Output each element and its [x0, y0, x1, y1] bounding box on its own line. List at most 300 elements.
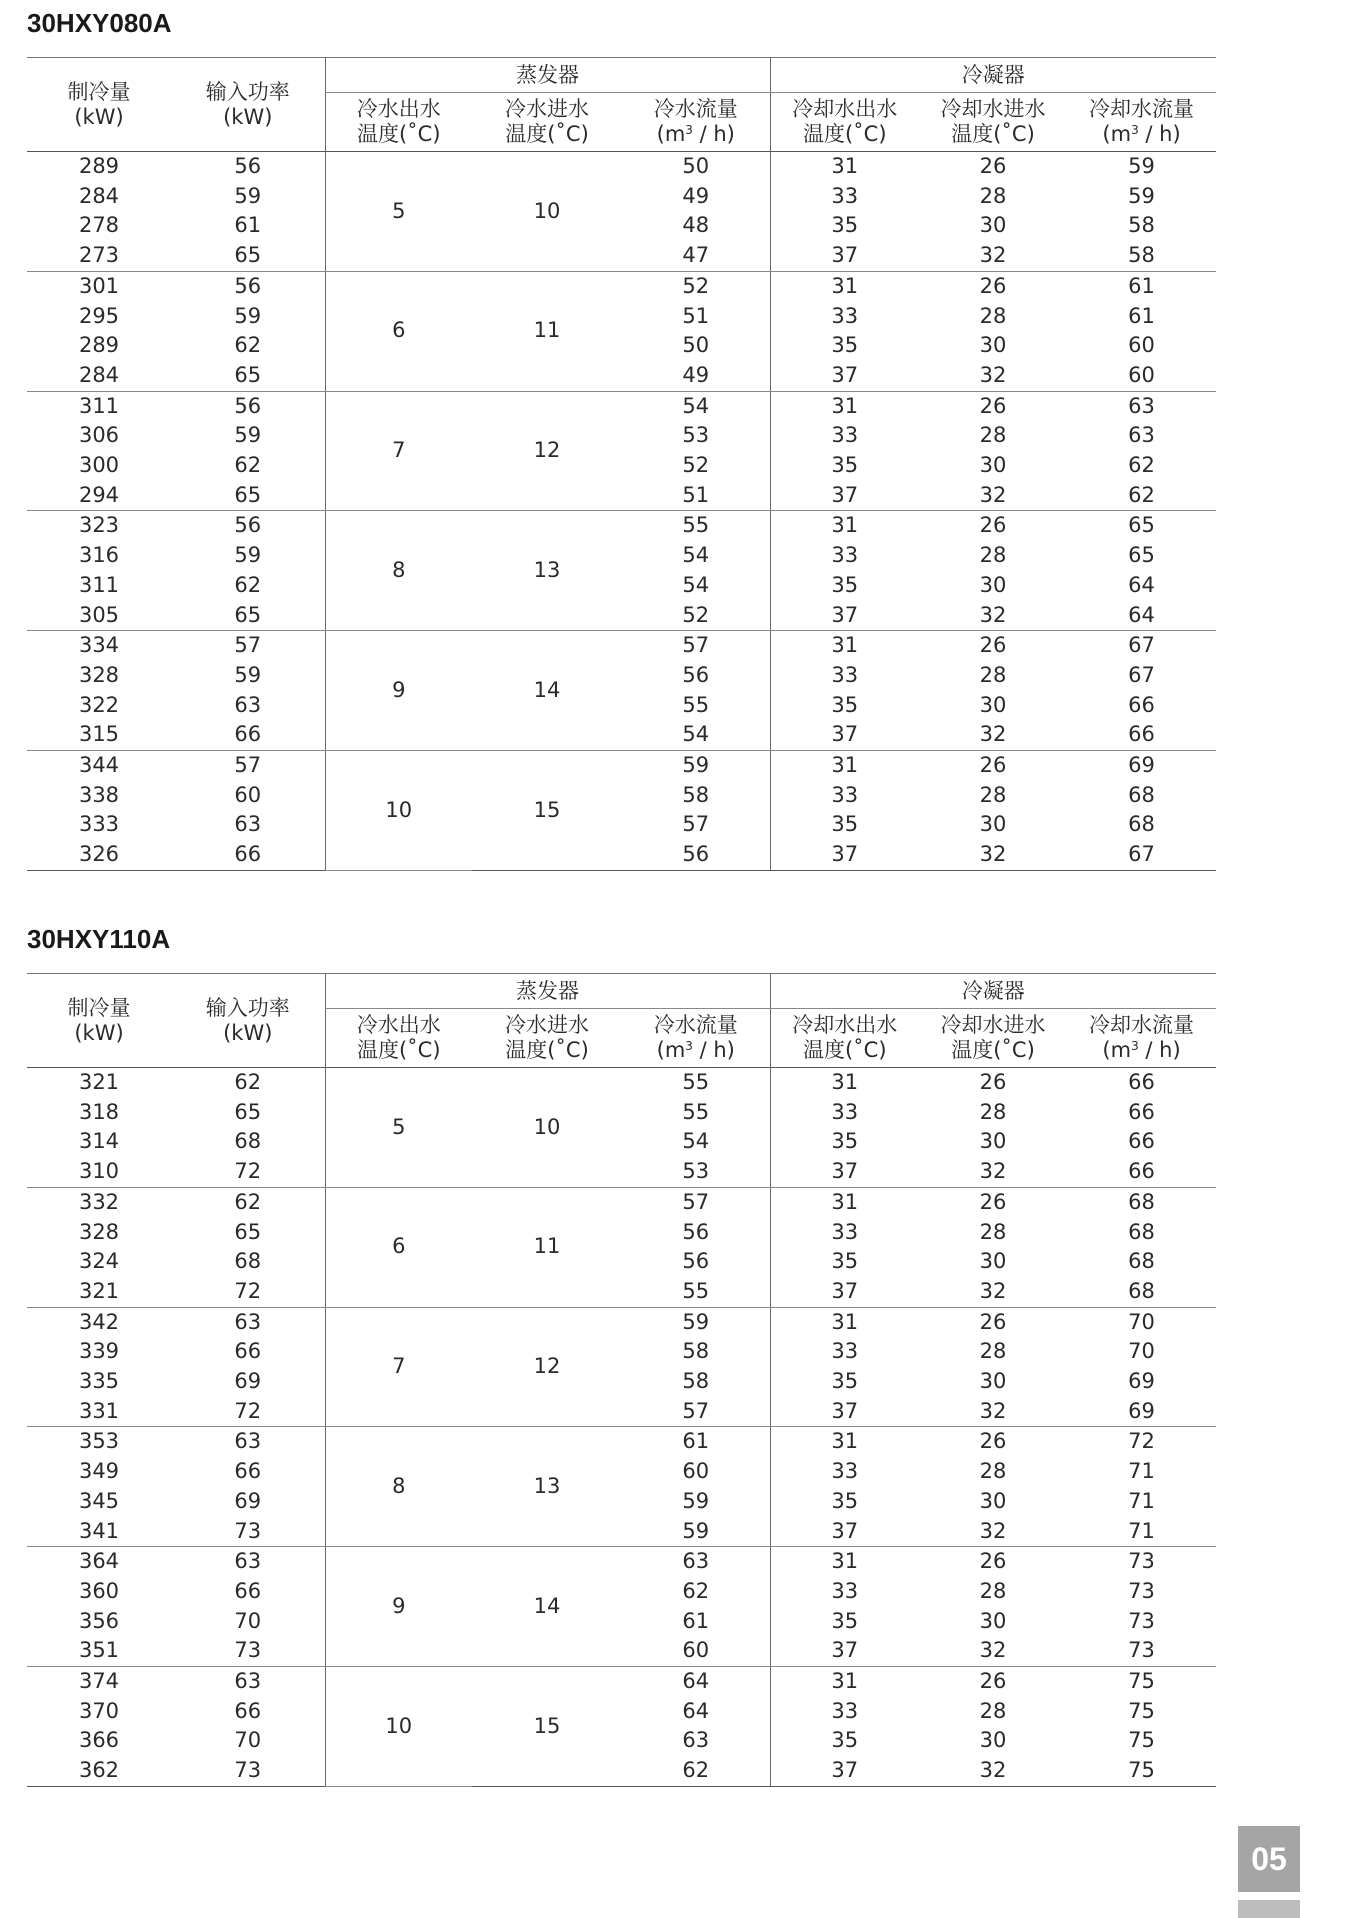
cell-chw-flow: 62: [682, 1578, 710, 1603]
cell-cw-out-temp: 33: [770, 182, 919, 212]
cell-cw-out-temp: 35: [770, 331, 919, 361]
cell-capacity: 332: [78, 1189, 120, 1214]
col-header-chw-out: [325, 1009, 472, 1068]
header-unit: 温度(˚C): [505, 1038, 589, 1062]
cell-power: 66: [234, 1578, 262, 1603]
cell-cw-out-temp: 33: [770, 1577, 919, 1607]
cell-cw-out-temp: 37: [770, 840, 919, 870]
header-unit: (kW): [223, 1020, 273, 1045]
cell-cw-in-temp: 32: [919, 840, 1067, 870]
cell-cw-flow: 66: [1067, 720, 1216, 750]
cell-cw-flow: 58: [1128, 213, 1155, 238]
cell-cw-flow: 72: [1128, 1429, 1155, 1454]
header-label: 制冷量: [67, 79, 131, 104]
flow-unit-pre: (m: [656, 122, 686, 146]
cell-power: 56: [234, 154, 262, 178]
cell-cw-out-temp: 31: [770, 631, 919, 661]
cell-cw-flow: 70: [1128, 1339, 1155, 1364]
cell-cw-in-temp: 26: [979, 513, 1007, 538]
cell-capacity: 318: [78, 1099, 120, 1124]
cell-cw-flow: 65: [1128, 513, 1155, 538]
cell-cw-flow: 71: [1128, 1459, 1155, 1484]
cell-power: 59: [234, 303, 262, 328]
cell-power: 63: [234, 1429, 262, 1454]
cell-cw-flow: 69: [1067, 1397, 1216, 1427]
cell-capacity: 344: [78, 753, 120, 778]
cell-cw-out-temp: 33: [770, 661, 919, 691]
table-row: [27, 302, 1216, 332]
cell-cw-flow: 63: [1128, 423, 1155, 448]
cell-power: 66: [234, 1339, 262, 1364]
cell-cw-in-temp: 28: [979, 543, 1007, 568]
table-row: [27, 1367, 1216, 1397]
table-row: [27, 1218, 1216, 1248]
cell-power: 60: [234, 782, 262, 807]
table-title: 30HXY110A: [27, 924, 171, 954]
header-label: 冷水流量: [653, 97, 738, 121]
header-unit: 温度(˚C): [356, 122, 441, 146]
cell-cw-out-temp: 37: [770, 241, 919, 271]
cell-cw-flow: 60: [1128, 333, 1155, 358]
table-row: [27, 1756, 1216, 1786]
cell-cw-in-temp: 26: [979, 393, 1007, 418]
table-row: [27, 152, 1216, 182]
cell-cw-out-temp: 37: [770, 1517, 919, 1547]
cell-cw-flow: 68: [1128, 812, 1155, 837]
cell-cw-out-temp: 35: [770, 1726, 919, 1756]
flow-unit-sup: 3: [1131, 123, 1139, 137]
cell-capacity: 284: [27, 361, 171, 391]
cell-power: 66: [171, 720, 325, 750]
cell-capacity: 314: [78, 1129, 120, 1154]
col-header-power: [171, 58, 325, 152]
cell-chw-flow: 55: [682, 692, 710, 717]
table-row: [27, 1726, 1216, 1756]
cell-cw-out-temp: 35: [770, 691, 919, 721]
cell-capacity: 351: [27, 1636, 171, 1666]
cell-capacity: 295: [78, 303, 120, 328]
cell-capacity: 360: [78, 1578, 120, 1603]
cell-cw-out-temp: 33: [770, 421, 919, 451]
flow-unit-post: / h): [1138, 122, 1181, 146]
cell-cw-out-temp: 31: [770, 1307, 919, 1337]
table-row: [27, 451, 1216, 481]
cell-cw-out-temp: 33: [770, 1337, 919, 1367]
cell-cw-out-temp: 35: [770, 1487, 919, 1517]
cell-chw-out-temp: 7: [325, 391, 472, 511]
col-header-cw-out: [770, 1009, 919, 1068]
cell-chw-in-temp: 12: [472, 1307, 622, 1427]
cell-power: 65: [171, 361, 325, 391]
cell-cw-in-temp: 28: [979, 1698, 1007, 1723]
table-row: [27, 810, 1216, 840]
cell-cw-in-temp: 26: [979, 1669, 1007, 1694]
table-row: [27, 631, 1216, 661]
cell-power: 62: [234, 572, 262, 597]
header-label: 冷水流量: [653, 1013, 738, 1037]
table-row: [27, 1098, 1216, 1128]
cell-power: 63: [234, 1549, 262, 1574]
cell-chw-flow: 50: [682, 333, 710, 358]
cell-chw-flow: 51: [622, 481, 770, 511]
cell-chw-flow: 55: [622, 1277, 770, 1307]
cell-power: 72: [171, 1157, 325, 1187]
cell-chw-out-temp: 7: [325, 1307, 472, 1427]
cell-cw-in-temp: 30: [979, 453, 1007, 478]
cell-chw-out-temp: 9: [325, 1547, 472, 1667]
header-label: 冷却水流量: [1089, 1013, 1195, 1037]
cell-cw-in-temp: 30: [979, 812, 1007, 837]
cell-chw-in-temp: 12: [472, 391, 622, 511]
col-header-chw-out: [325, 93, 472, 152]
group-header-condenser: 冷凝器: [770, 58, 1216, 93]
cell-cw-flow: 71: [1067, 1517, 1216, 1547]
performance-table: [27, 973, 1216, 1787]
cell-capacity: 310: [27, 1157, 171, 1187]
cell-power: 63: [234, 1309, 262, 1334]
cell-capacity: 289: [78, 333, 120, 358]
cell-cw-in-temp: 30: [979, 1369, 1007, 1394]
header-label: 冷却水出水: [792, 97, 898, 121]
table-row: [27, 182, 1216, 212]
cell-chw-in-temp: 14: [472, 1547, 622, 1667]
cell-capacity: 311: [78, 393, 120, 418]
cell-chw-out-temp: 5: [325, 1068, 472, 1188]
cell-cw-out-temp: 35: [770, 810, 919, 840]
cell-capacity: 278: [78, 213, 120, 238]
cell-chw-flow: 49: [622, 361, 770, 391]
page-tab-decoration: [1238, 1900, 1300, 1918]
cell-cw-in-temp: 26: [979, 633, 1007, 658]
cell-power: 59: [234, 183, 262, 208]
cell-cw-out-temp: 35: [770, 1127, 919, 1157]
cell-chw-flow: 59: [682, 1309, 710, 1334]
cell-chw-in-temp: 13: [472, 1427, 622, 1547]
header-unit: 温度(˚C): [802, 1038, 887, 1062]
header-label: 冷水进水: [505, 1013, 589, 1037]
cell-cw-flow: 68: [1067, 1277, 1216, 1307]
cell-power: 63: [234, 812, 262, 837]
header-label: 输入功率: [205, 79, 290, 104]
col-header-chw-in: [472, 93, 622, 152]
table-row: [27, 511, 1216, 541]
table-title: 30HXY080A: [27, 8, 172, 38]
performance-table: [27, 57, 1216, 871]
table-row: [27, 781, 1216, 811]
cell-cw-out-temp: 31: [770, 511, 919, 541]
cell-chw-flow: 55: [682, 513, 710, 538]
table-row: [27, 1127, 1216, 1157]
header-unit: (kW): [74, 1020, 124, 1045]
col-header-capacity: [27, 58, 171, 152]
cell-cw-flow: 64: [1128, 572, 1155, 597]
cell-power: 56: [234, 513, 262, 538]
cell-capacity: 324: [78, 1249, 120, 1274]
table-row: [27, 481, 1216, 511]
cell-chw-flow: 51: [682, 303, 710, 328]
table-row: [27, 211, 1216, 241]
cell-chw-flow: 56: [682, 1249, 710, 1274]
table-row: [27, 1337, 1216, 1367]
cell-cw-in-temp: 30: [979, 1728, 1007, 1753]
cell-cw-out-temp: 33: [770, 302, 919, 332]
table-row: [27, 1607, 1216, 1637]
table-row: [27, 661, 1216, 691]
cell-cw-in-temp: 30: [979, 1488, 1007, 1513]
group-header-evaporator: 蒸发器: [325, 58, 770, 93]
cell-cw-flow: 67: [1128, 662, 1155, 687]
cell-cw-in-temp: 32: [919, 481, 1067, 511]
flow-unit: [1102, 122, 1180, 146]
cell-chw-flow: 54: [682, 393, 710, 418]
cell-chw-out-temp: 8: [325, 511, 472, 631]
cell-cw-in-temp: 30: [979, 1129, 1007, 1154]
cell-cw-in-temp: 32: [919, 720, 1067, 750]
cell-cw-in-temp: 26: [979, 273, 1007, 298]
cell-cw-flow: 66: [1128, 692, 1155, 717]
cell-capacity: 335: [78, 1369, 120, 1394]
cell-chw-out-temp: 6: [325, 271, 472, 391]
cell-chw-flow: 62: [622, 1756, 770, 1786]
cell-cw-flow: 69: [1128, 1369, 1155, 1394]
cell-chw-flow: 49: [682, 183, 710, 208]
cell-cw-flow: 58: [1067, 241, 1216, 271]
cell-cw-out-temp: 31: [770, 1547, 919, 1577]
cell-cw-out-temp: 37: [770, 601, 919, 631]
cell-chw-flow: 59: [682, 1488, 710, 1513]
cell-cw-flow: 67: [1128, 633, 1155, 658]
flow-unit-sup: 3: [685, 123, 693, 137]
cell-cw-flow: 60: [1067, 361, 1216, 391]
flow-unit-post: / h): [692, 122, 735, 146]
cell-cw-out-temp: 33: [770, 1218, 919, 1248]
cell-power: 72: [171, 1277, 325, 1307]
table-row: [27, 1667, 1216, 1697]
cell-cw-in-temp: 32: [919, 1636, 1067, 1666]
cell-chw-flow: 61: [682, 1608, 710, 1633]
table-row: [27, 1247, 1216, 1277]
cell-capacity: 328: [78, 662, 120, 687]
cell-cw-out-temp: 35: [770, 571, 919, 601]
cell-capacity: 284: [78, 183, 120, 208]
cell-cw-flow: 67: [1067, 840, 1216, 870]
flow-unit-pre: (m: [1102, 122, 1132, 146]
cell-cw-in-temp: 32: [919, 1157, 1067, 1187]
header-label: 冷水进水: [505, 97, 589, 121]
cell-chw-in-temp: 11: [472, 1187, 622, 1307]
cell-cw-flow: 68: [1128, 1219, 1155, 1244]
cell-cw-flow: 63: [1128, 393, 1155, 418]
cell-cw-in-temp: 28: [979, 183, 1007, 208]
cell-chw-out-temp: 10: [325, 1667, 472, 1787]
cell-power: 70: [234, 1608, 262, 1633]
cell-chw-flow: 54: [682, 543, 710, 568]
cell-cw-in-temp: 32: [919, 1397, 1067, 1427]
cell-capacity: 315: [27, 720, 171, 750]
header-label: 冷却水进水: [940, 1013, 1046, 1037]
cell-cw-out-temp: 31: [770, 391, 919, 421]
table-row: [27, 361, 1216, 391]
cell-capacity: 326: [27, 840, 171, 870]
cell-cw-in-temp: 28: [979, 303, 1007, 328]
cell-cw-out-temp: 37: [770, 1636, 919, 1666]
cell-power: 66: [234, 1698, 262, 1723]
cell-chw-flow: 47: [622, 241, 770, 271]
cell-cw-out-temp: 35: [770, 451, 919, 481]
cell-cw-in-temp: 32: [919, 601, 1067, 631]
cell-cw-in-temp: 28: [979, 423, 1007, 448]
flow-unit-sup: 3: [1131, 1039, 1139, 1053]
table-row: [27, 271, 1216, 301]
header-label: 输入功率: [205, 995, 290, 1020]
cell-cw-flow: 69: [1128, 753, 1155, 778]
cell-cw-out-temp: 33: [770, 1098, 919, 1128]
cell-power: 70: [234, 1728, 262, 1753]
cell-capacity: 364: [78, 1549, 120, 1574]
cell-capacity: 294: [27, 481, 171, 511]
table-row: [27, 1636, 1216, 1666]
cell-power: 65: [171, 481, 325, 511]
table-row: [27, 601, 1216, 631]
cell-capacity: 306: [78, 423, 120, 448]
cell-chw-flow: 64: [682, 1698, 710, 1723]
flow-unit-pre: (m: [1102, 1038, 1132, 1062]
table-row: [27, 691, 1216, 721]
col-header-cw-in: [919, 1009, 1067, 1068]
cell-cw-flow: 70: [1128, 1309, 1155, 1334]
cell-power: 62: [234, 1070, 262, 1094]
header-label: 冷却水出水: [792, 1013, 898, 1037]
header-unit: 温度(˚C): [951, 122, 1035, 146]
cell-power: 59: [234, 423, 262, 448]
cell-cw-out-temp: 35: [770, 1247, 919, 1277]
cell-power: 69: [234, 1488, 262, 1513]
cell-cw-in-temp: 30: [979, 572, 1007, 597]
cell-cw-in-temp: 26: [979, 1189, 1007, 1214]
cell-chw-flow: 57: [682, 812, 710, 837]
cell-cw-flow: 68: [1128, 1249, 1155, 1274]
cell-chw-out-temp: 5: [325, 152, 472, 272]
cell-cw-out-temp: 35: [770, 211, 919, 241]
cell-cw-flow: 66: [1067, 1157, 1216, 1187]
header-unit: 温度(˚C): [951, 1038, 1035, 1062]
cell-capacity: 322: [78, 692, 120, 717]
table-row: [27, 1457, 1216, 1487]
table-row: [27, 1697, 1216, 1727]
cell-cw-out-temp: 35: [770, 1367, 919, 1397]
cell-cw-flow: 59: [1128, 183, 1155, 208]
cell-chw-flow: 56: [682, 662, 710, 687]
cell-chw-flow: 60: [682, 1459, 710, 1484]
cell-cw-in-temp: 32: [919, 1756, 1067, 1786]
cell-power: 65: [234, 1219, 262, 1244]
cell-capacity: 301: [78, 273, 120, 298]
cell-capacity: 328: [78, 1219, 120, 1244]
table-row: [27, 421, 1216, 451]
cell-capacity: 338: [78, 782, 120, 807]
cell-cw-in-temp: 26: [979, 154, 1007, 178]
cell-cw-flow: 75: [1067, 1756, 1216, 1786]
cell-chw-flow: 58: [682, 1369, 710, 1394]
cell-chw-flow: 53: [622, 1157, 770, 1187]
cell-capacity: 334: [78, 633, 120, 658]
table-row: [27, 241, 1216, 271]
cell-cw-flow: 73: [1067, 1636, 1216, 1666]
cell-power: 65: [171, 241, 325, 271]
cell-capacity: 362: [27, 1756, 171, 1786]
cell-cw-in-temp: 26: [979, 1549, 1007, 1574]
cell-cw-in-temp: 30: [979, 213, 1007, 238]
header-label: 冷却水进水: [940, 97, 1046, 121]
cell-cw-in-temp: 28: [979, 1339, 1007, 1364]
cell-chw-in-temp: 11: [472, 271, 622, 391]
cell-power: 73: [171, 1756, 325, 1786]
cell-power: 59: [234, 662, 262, 687]
cell-power: 61: [234, 213, 262, 238]
cell-chw-flow: 59: [682, 753, 710, 778]
cell-cw-in-temp: 28: [979, 782, 1007, 807]
table-row: [27, 1277, 1216, 1307]
cell-capacity: 345: [78, 1488, 120, 1513]
col-header-chw-flow: [622, 93, 770, 152]
cell-capacity: 339: [78, 1339, 120, 1364]
cell-cw-flow: 66: [1128, 1099, 1155, 1124]
cell-cw-out-temp: 31: [770, 751, 919, 781]
page-number-tab: 05: [1238, 1826, 1300, 1892]
table-row: [27, 541, 1216, 571]
cell-cw-in-temp: 28: [979, 662, 1007, 687]
flow-unit-post: / h): [692, 1038, 735, 1062]
col-header-power: [171, 974, 325, 1068]
cell-capacity: 321: [78, 1070, 120, 1094]
cell-capacity: 342: [78, 1309, 120, 1334]
cell-cw-flow: 73: [1128, 1549, 1155, 1574]
cell-capacity: 305: [27, 601, 171, 631]
cell-capacity: 289: [78, 154, 120, 178]
cell-chw-flow: 54: [682, 1129, 710, 1154]
table-row: [27, 1397, 1216, 1427]
cell-cw-out-temp: 37: [770, 361, 919, 391]
cell-power: 68: [234, 1249, 262, 1274]
cell-power: 62: [234, 453, 262, 478]
flow-unit: [1102, 1038, 1180, 1062]
cell-cw-flow: 75: [1128, 1669, 1155, 1694]
cell-chw-out-temp: 6: [325, 1187, 472, 1307]
cell-cw-in-temp: 30: [979, 1608, 1007, 1633]
cell-power: 72: [171, 1397, 325, 1427]
header-label: 制冷量: [67, 995, 131, 1020]
cell-power: 69: [234, 1369, 262, 1394]
cell-power: 59: [234, 543, 262, 568]
cell-chw-out-temp: 10: [325, 751, 472, 871]
header-label: 冷水出水: [356, 97, 441, 121]
cell-cw-flow: 66: [1128, 1129, 1155, 1154]
cell-cw-in-temp: 28: [979, 1578, 1007, 1603]
col-header-cw-in: [919, 93, 1067, 152]
cell-chw-out-temp: 8: [325, 1427, 472, 1547]
header-unit: (kW): [74, 104, 124, 129]
cell-cw-in-temp: 26: [979, 1429, 1007, 1454]
cell-cw-flow: 61: [1128, 303, 1155, 328]
cell-cw-in-temp: 30: [979, 692, 1007, 717]
cell-power: 73: [171, 1517, 325, 1547]
cell-cw-out-temp: 31: [770, 1068, 919, 1098]
flow-unit-sup: 3: [685, 1039, 693, 1053]
table-row: [27, 1427, 1216, 1457]
cell-power: 57: [234, 633, 262, 658]
cell-chw-in-temp: 15: [472, 751, 622, 871]
cell-cw-out-temp: 37: [770, 720, 919, 750]
